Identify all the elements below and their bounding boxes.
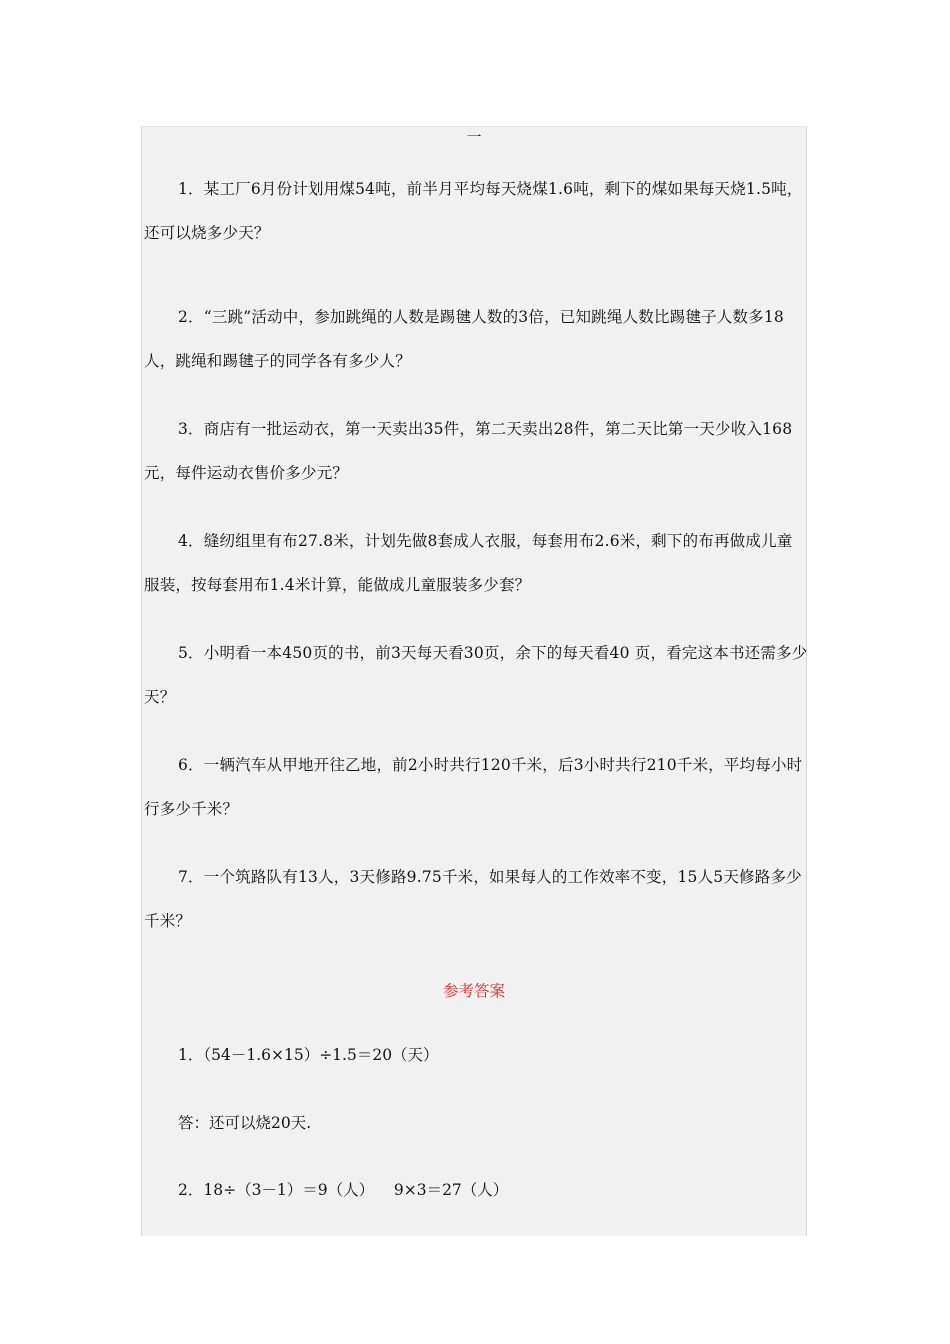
answer-2: 2．18÷（3－1）＝9（人） 9×3＝27（人）	[178, 1181, 509, 1199]
question-1: 1．某工厂6月份计划用煤54吨，前半月平均每天烧煤1.6吨，剩下的煤如果每天烧1.5吨，还可以烧多少天？	[144, 180, 803, 242]
question-5: 5．小明看一本450页的书，前3天每天看30页，余下的每天看40 页，看完这本书还需多少天？	[144, 644, 808, 706]
question-4: 4．缝纫组里有布27.8米，计划先做8套成人衣服，每套用布2.6米，剩下的布再做成儿童服装，按每套用布1.4米计算，能做成儿童服装多少套？	[144, 532, 793, 594]
answer-section-title: 参考答案	[442, 982, 505, 1000]
question-3: 3．商店有一批运动衣，第一天卖出35件，第二天卖出28件，第二天比第一天少收入168元，每件运动衣售价多少元？	[144, 420, 793, 482]
question-6: 6．一辆汽车从甲地开往乙地，前2小时共行120千米，后3小时共行210千米，平均每小时行多少千米？	[144, 756, 803, 818]
answer-1: 1．（54－1.6×15）÷1.5＝20（天）	[178, 1046, 439, 1064]
question-7: 7．一个筑路队有13人，3天修路9.75千米，如果每人的工作效率不变，15人5天修路多少千米？	[144, 868, 802, 930]
page-header-mark: 一	[466, 128, 482, 146]
document-page	[141, 126, 807, 1236]
question-2: 2．“三跳”活动中，参加跳绳的人数是踢毽人数的3倍，已知跳绳人数比踢毽子人数多18人，跳绳和踢毽子的同学各有多少人？	[144, 308, 784, 370]
answer-1-conclusion: 答：还可以烧20天.	[178, 1114, 312, 1132]
